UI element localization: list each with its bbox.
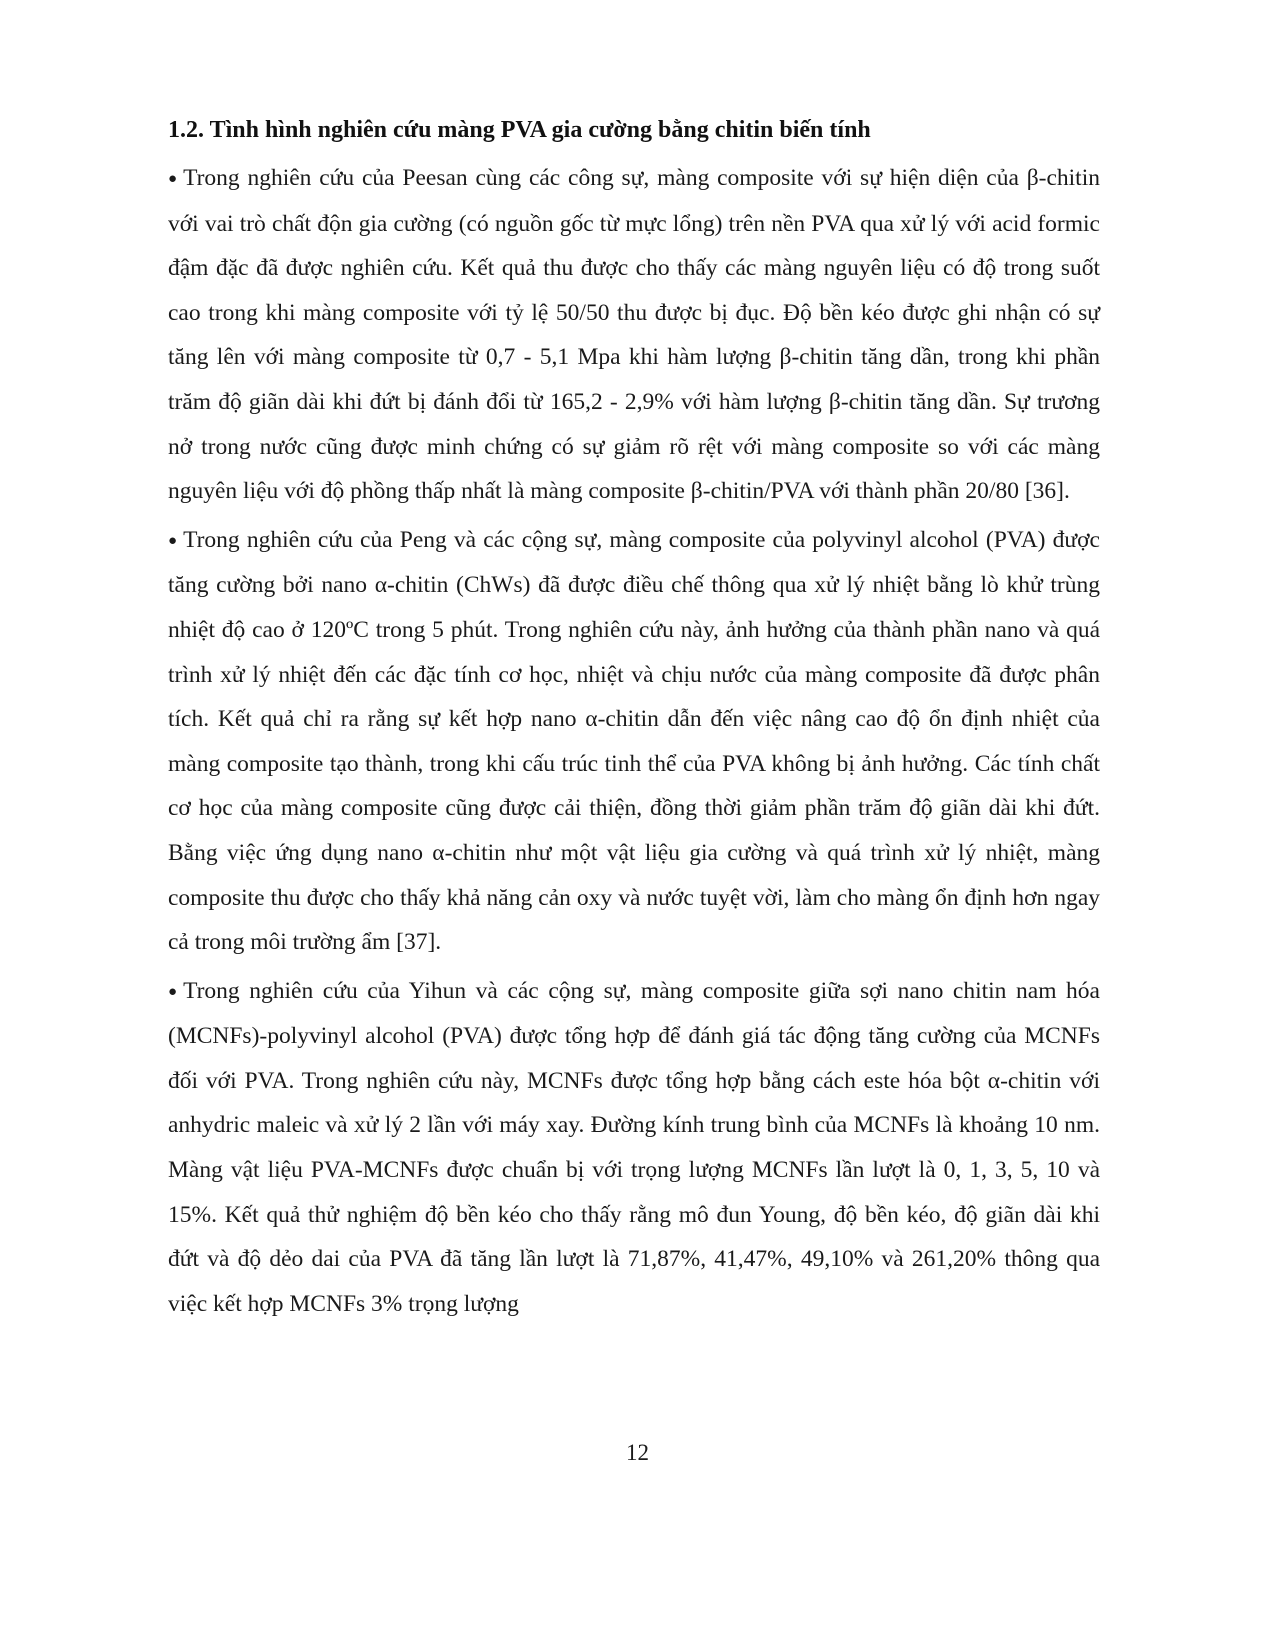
bullet-icon: ● — [168, 532, 178, 549]
paragraph-peng — [168, 518, 1100, 965]
paragraph-text: Trong nghiên cứu của Peng và các cộng sự, màng composite của polyvinyl alcohol (PVA) được tăng cường bởi nano α-chitin (ChWs) đã được điều chế thông qua xử lý nhiệt bằng lò khử trùng nhiệt độ cao ở 120ºC trong 5 phút. Trong nghiên cứu này, ảnh hưởng của thành phần nano và quá trình xử lý nhiệt đến các đặc tính cơ học, nhiệt và chịu nước của màng composite đã được phân tích. Kết quả chỉ ra rằng sự kết hợp nano α-chitin dẫn đến việc nâng cao độ ổn định nhiệt của màng composite tạo thành, trong khi cấu trúc tinh thể của PVA không bị ảnh hưởng. Các tính chất cơ học của màng composite cũng được cải thiện, đồng thời giảm phần trăm độ giãn dài khi đứt. Bằng việc ứng dụng nano α-chitin như một vật liệu gia cường và quá trình xử lý nhiệt, màng composite thu được cho thấy khả năng cản oxy và nước tuyệt vời, làm cho màng ổn định hơn ngay cả trong môi trường ẩm [37]. — [168, 526, 1100, 956]
document-page — [168, 112, 1100, 1330]
paragraph-text: Trong nghiên cứu của Yihun và các cộng sự, màng composite giữa sợi nano chitin nam hóa (MCNFs)-polyvinyl alcohol (PVA) được tổng hợp để đánh giá tác động tăng cường của MCNFs đối với PVA. Trong nghiên cứu này, MCNFs được tổng hợp bằng cách este hóa bột α-chitin với anhydric maleic và xử lý 2 lần với máy xay. Đường kính trung bình của MCNFs là khoảng 10 nm. Màng vật liệu PVA-MCNFs được chuẩn bị với trọng lượng MCNFs lần lượt là 0, 1, 3, 5, 10 và 15%. Kết quả thử nghiệm độ bền kéo cho thấy rằng mô đun Young, độ bền kéo, độ giãn dài khi đứt và độ dẻo dai của PVA đã tăng lần lượt là 71,87%, 41,47%, 49,10% và 261,20% thông qua việc kết hợp MCNFs 3% trọng lượng — [168, 977, 1100, 1317]
paragraph-text: Trong nghiên cứu của Peesan cùng các công sự, màng composite với sự hiện diện của β-chitin với vai trò chất độn gia cường (có nguồn gốc từ mực lổng) trên nền PVA qua xử lý với acid formic đậm đặc đã được nghiên cứu. Kết quả thu được cho thấy các màng nguyên liệu có độ trong suốt cao trong khi màng composite với tỷ lệ 50/50 thu được bị đục. Độ bền kéo được ghi nhận có sự tăng lên với màng composite từ 0,7 - 5,1 Mpa khi hàm lượng β-chitin tăng dần, trong khi phần trăm độ giãn dài khi đứt bị đánh đổi từ 165,2 - 2,9% với hàm lượng β-chitin tăng dần. Sự trương nở trong nước cũng được minh chứng có sự giảm rõ rệt với màng composite so với các màng nguyên liệu với độ phồng thấp nhất là màng composite β-chitin/PVA với thành phần 20/80 [36]. — [168, 165, 1100, 505]
bullet-icon: ● — [168, 983, 178, 1000]
bullet-icon: ● — [168, 171, 178, 187]
page-number: 12 — [626, 1440, 649, 1465]
paragraph-yihun — [168, 969, 1100, 1327]
paragraph-peesan — [168, 156, 1100, 514]
section-heading: 1.2. Tình hình nghiên cứu màng PVA gia cường bằng chitin biến tính — [168, 117, 871, 143]
